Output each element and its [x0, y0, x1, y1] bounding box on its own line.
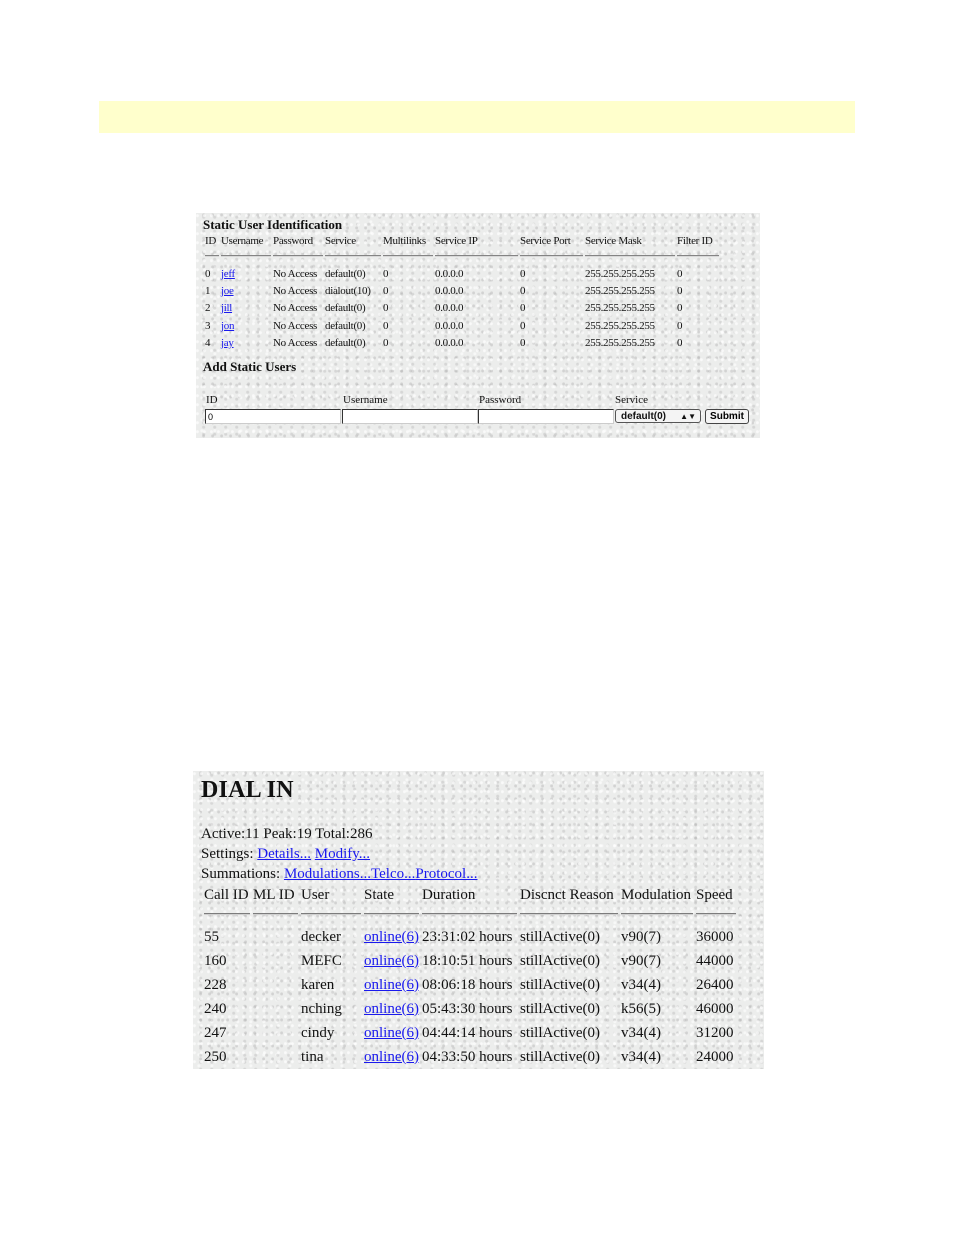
state-link[interactable]: online(6): [364, 1000, 419, 1017]
cell-multilinks: 0: [383, 319, 389, 332]
cell-password: No Access: [273, 284, 318, 297]
state-link[interactable]: online(6): [364, 1048, 419, 1065]
cell-password: No Access: [273, 302, 318, 315]
cell-multilinks: 0: [383, 267, 389, 280]
cell-reason: stillActive(0): [520, 928, 600, 945]
cell-filter-id: 0: [677, 302, 683, 315]
cell-filter-id: 0: [677, 336, 683, 349]
cell-ml-id: [253, 949, 298, 973]
cell-id: 2: [205, 302, 211, 315]
header-banner: [99, 101, 855, 133]
cell-service: default(0): [325, 267, 366, 280]
dial-in-row: [204, 925, 736, 949]
col-call-id: Call ID: [204, 887, 250, 915]
summations-label: Summations:: [201, 866, 281, 882]
col-service-port: Service Port: [520, 235, 583, 257]
cell-call-id: 247: [204, 1024, 227, 1041]
cell-username: [221, 300, 271, 317]
cell-speed: 26400: [696, 976, 734, 993]
cell-service: dialout(10): [325, 284, 371, 297]
col-speed: Speed: [696, 887, 736, 915]
cell-ml-id: [253, 1045, 298, 1069]
cell-call-id: 160: [204, 952, 227, 969]
cell-speed: 24000: [696, 1048, 734, 1065]
updown-arrows-icon: ▲▼: [680, 412, 696, 421]
cell-service: default(0): [325, 336, 366, 349]
cell-id: 3: [205, 319, 211, 332]
cell-id: 0: [205, 267, 211, 280]
password-input[interactable]: [478, 409, 614, 424]
dial-in-row: [204, 1021, 736, 1045]
peak-count: 19: [296, 826, 312, 842]
cell-call-id: 55: [204, 928, 219, 945]
details-link[interactable]: Details...: [257, 846, 312, 862]
col-service-ip: Service IP: [435, 235, 518, 257]
cell-password: No Access: [273, 319, 318, 332]
state-link[interactable]: online(6): [364, 928, 419, 945]
state-link[interactable]: online(6): [364, 1024, 419, 1041]
cell-service-ip: 0.0.0.0: [435, 302, 464, 315]
col-id: ID: [205, 235, 219, 257]
static-user-row: [205, 265, 719, 282]
cell-speed: 46000: [696, 1000, 734, 1017]
dial-in-title: DIAL IN: [201, 777, 294, 803]
cell-service-port: 0: [520, 284, 526, 297]
total-label: Total:: [315, 826, 350, 842]
cell-user: decker: [301, 928, 341, 945]
cell-modulation: v34(4): [621, 976, 661, 993]
username-label: Username: [343, 394, 388, 406]
cell-id: 4: [205, 336, 211, 349]
cell-username: [221, 334, 271, 351]
cell-service-port: 0: [520, 336, 526, 349]
cell-user: cindy: [301, 1024, 335, 1041]
cell-modulation: k56(5): [621, 1000, 661, 1017]
id-input[interactable]: [205, 409, 341, 424]
cell-filter-id: 0: [677, 267, 683, 280]
col-duration: Duration: [422, 887, 517, 915]
cell-username: [221, 317, 271, 334]
summations-line: [201, 866, 477, 883]
static-users-table: [203, 235, 721, 351]
static-users-panel: [196, 213, 760, 438]
cell-multilinks: 0: [383, 336, 389, 349]
cell-service-port: 0: [520, 319, 526, 332]
dial-in-row: [204, 997, 736, 1021]
settings-line: [201, 846, 370, 863]
dial-in-row: [204, 973, 736, 997]
col-service-mask: Service Mask: [585, 235, 675, 257]
dial-in-header-row: [204, 887, 736, 915]
cell-modulation: v34(4): [621, 1024, 661, 1041]
cell-state: [364, 925, 419, 949]
service-label: Service: [615, 394, 648, 406]
cell-user: karen: [301, 976, 335, 993]
col-multilinks: Multilinks: [383, 235, 433, 257]
submit-button[interactable]: Submit: [705, 409, 749, 424]
col-ml-id: ML ID: [253, 887, 298, 915]
cell-filter-id: 0: [677, 284, 683, 297]
cell-multilinks: 0: [383, 284, 389, 297]
cell-reason: stillActive(0): [520, 952, 600, 969]
cell-username: [221, 265, 271, 282]
col-filter-id: Filter ID: [677, 235, 719, 257]
col-disconnect-reason: Discnct Reason: [520, 887, 618, 915]
modify-link[interactable]: Modify...: [314, 846, 371, 862]
peak-label: Peak:: [263, 826, 297, 842]
username-link[interactable]: jon: [221, 319, 235, 332]
dial-in-stats: [201, 826, 372, 843]
cell-duration: 04:33:50 hours: [422, 1048, 513, 1065]
cell-password: No Access: [273, 336, 318, 349]
state-link[interactable]: online(6): [364, 976, 419, 993]
cell-service-mask: 255.255.255.255: [585, 319, 655, 332]
cell-reason: stillActive(0): [520, 1000, 600, 1017]
dial-in-row: [204, 949, 736, 973]
cell-password: No Access: [273, 267, 318, 280]
static-users-title: Static User Identification: [203, 217, 343, 232]
cell-ml-id: [253, 925, 298, 949]
username-link[interactable]: jay: [221, 336, 234, 349]
cell-service-port: 0: [520, 302, 526, 315]
cell-service-mask: 255.255.255.255: [585, 284, 655, 297]
cell-service-ip: 0.0.0.0: [435, 319, 464, 332]
cell-reason: stillActive(0): [520, 1024, 600, 1041]
cell-state: [364, 973, 419, 997]
cell-ml-id: [253, 1021, 298, 1045]
cell-speed: 36000: [696, 928, 734, 945]
cell-service-ip: 0.0.0.0: [435, 336, 464, 349]
static-user-row: [205, 334, 719, 351]
cell-state: [364, 1045, 419, 1069]
username-link[interactable]: joe: [221, 284, 234, 297]
cell-duration: 08:06:18 hours: [422, 976, 513, 993]
cell-username: [221, 282, 271, 299]
service-select-value: default(0): [621, 411, 666, 422]
cell-service-ip: 0.0.0.0: [435, 267, 464, 280]
telco-link[interactable]: Telco...: [371, 866, 416, 882]
active-label: Active:: [201, 826, 246, 842]
cell-state: [364, 949, 419, 973]
col-state: State: [364, 887, 419, 915]
cell-state: [364, 1021, 419, 1045]
cell-call-id: 228: [204, 976, 227, 993]
settings-label: Settings:: [201, 846, 254, 862]
col-username: Username: [221, 235, 271, 257]
cell-speed: 31200: [696, 1024, 734, 1041]
cell-service-ip: 0.0.0.0: [435, 284, 464, 297]
cell-modulation: v90(7): [621, 928, 661, 945]
protocol-link[interactable]: Protocol...: [415, 866, 478, 882]
dial-in-panel: [193, 771, 764, 1069]
static-users-header-row: [205, 235, 719, 257]
cell-duration: 18:10:51 hours: [422, 952, 513, 969]
static-user-row: [205, 282, 719, 299]
cell-reason: stillActive(0): [520, 976, 600, 993]
modulations-link[interactable]: Modulations...: [283, 866, 372, 882]
cell-service-mask: 255.255.255.255: [585, 336, 655, 349]
cell-duration: 05:43:30 hours: [422, 1000, 513, 1017]
cell-service-mask: 255.255.255.255: [585, 302, 655, 315]
cell-speed: 44000: [696, 952, 734, 969]
cell-duration: 23:31:02 hours: [422, 928, 513, 945]
password-label: Password: [479, 394, 522, 406]
id-label: ID: [206, 394, 218, 406]
cell-service-mask: 255.255.255.255: [585, 267, 655, 280]
dial-in-table: [201, 887, 739, 1069]
dial-in-row: [204, 1045, 736, 1069]
service-select[interactable]: [615, 409, 701, 423]
cell-user: MEFC: [301, 952, 342, 969]
cell-modulation: v34(4): [621, 1048, 661, 1065]
cell-service: default(0): [325, 319, 366, 332]
cell-service-port: 0: [520, 267, 526, 280]
cell-modulation: v90(7): [621, 952, 661, 969]
total-count: 286: [349, 826, 373, 842]
cell-ml-id: [253, 973, 298, 997]
cell-state: [364, 997, 419, 1021]
cell-call-id: 240: [204, 1000, 227, 1017]
username-input[interactable]: [342, 409, 478, 424]
cell-filter-id: 0: [677, 319, 683, 332]
static-user-row: [205, 317, 719, 334]
col-modulation: Modulation: [621, 887, 693, 915]
state-link[interactable]: online(6): [364, 952, 419, 969]
col-service: Service: [325, 235, 381, 257]
cell-id: 1: [205, 284, 211, 297]
active-count: 11: [245, 826, 260, 842]
cell-ml-id: [253, 997, 298, 1021]
username-link[interactable]: jeff: [221, 267, 235, 280]
cell-user: tina: [301, 1048, 324, 1065]
static-user-row: [205, 300, 719, 317]
cell-call-id: 250: [204, 1048, 227, 1065]
add-static-users-title: Add Static Users: [203, 359, 297, 374]
cell-user: nching: [301, 1000, 342, 1017]
cell-reason: stillActive(0): [520, 1048, 600, 1065]
cell-service: default(0): [325, 302, 366, 315]
cell-duration: 04:44:14 hours: [422, 1024, 513, 1041]
col-user: User: [301, 887, 361, 915]
username-link[interactable]: jill: [221, 302, 233, 315]
col-password: Password: [273, 235, 323, 257]
cell-multilinks: 0: [383, 302, 389, 315]
